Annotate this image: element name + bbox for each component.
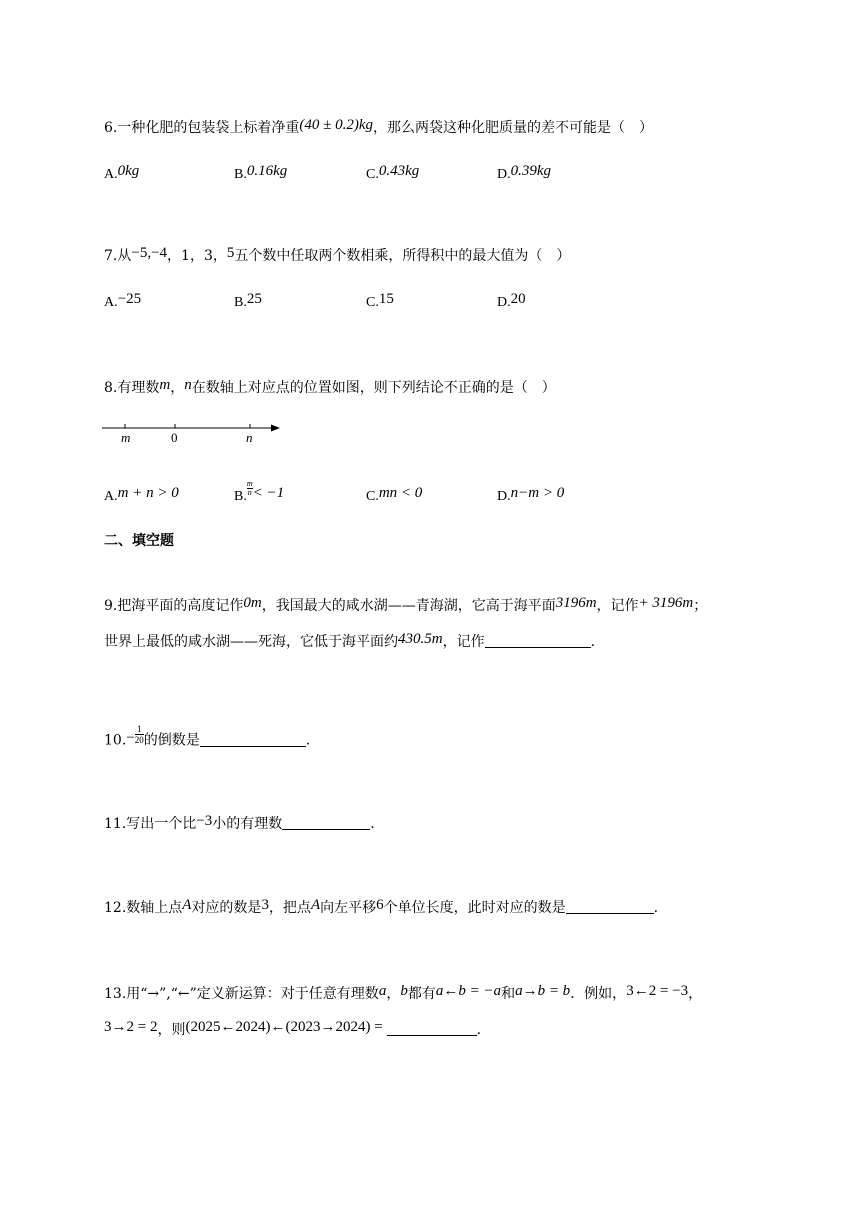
question-7-stem: 7.从−5,−4，1，3，5五个数中任取两个数相乘，所得积中的最大值为（ ） [104, 245, 571, 264]
q8-option-b-fraction: $\frac{m}{n}$ [246, 478, 253, 497]
question-11: 11.写出一个比−3小的有理数 . [104, 813, 375, 832]
q7-option-a[interactable]: A.−25 [104, 291, 142, 310]
question-6-stem [104, 118, 653, 138]
q6-math: (40 ± 0.2)kg [299, 117, 373, 133]
arrow-right-icon [271, 425, 280, 432]
q6-option-b[interactable]: B.0.16kg [234, 163, 288, 182]
q7-option-b[interactable]: B.25 [234, 291, 262, 310]
question-10: 10.− $\frac{1}{20}$ 的倒数是 . [104, 724, 311, 749]
q6-text-suffix: ，那么两袋这种化肥质量的差不可能是（ ） [373, 120, 653, 136]
axis-label-n: n [246, 430, 253, 445]
q10-answer-blank[interactable] [200, 732, 306, 747]
q8-option-a[interactable]: A.m + n > 0 [104, 485, 179, 504]
question-13-line-2: 3→2 = 2，则(2025←2024)←(2023→2024) = . [104, 1019, 482, 1038]
question-9-line-2: 世界上最低的咸水湖——死海，它低于海平面约430.5m，记作 . [104, 631, 596, 650]
question-12: 12.数轴上点A对应的数是3，把点A向左平移6个单位长度，此时对应的数是 . [104, 897, 659, 916]
q9-answer-blank[interactable] [485, 633, 591, 648]
q8-option-d[interactable]: D.n−m > 0 [497, 485, 565, 504]
section-heading-fill-in: 二、填空题 [104, 533, 174, 549]
axis-label-m: m [121, 430, 131, 445]
question-13-line-1: 13.用“→”,“←”定义新运算：对于任意有理数a，b都有a←b = −a和a→b = b．例如，3←2 = −3， [104, 983, 703, 1002]
q7-math-numbers: −5,−4 [131, 245, 168, 261]
question-9-line-1: 9.把海平面的高度记作0m，我国最大的咸水湖——青海湖，它高于海平面3196m，记作+ 3196m； [104, 595, 708, 614]
axis-label-zero: 0 [171, 430, 178, 445]
q8-option-b[interactable]: B. $\frac{m}{n}$ < −1 [234, 478, 285, 504]
q13-answer-blank[interactable] [387, 1021, 477, 1036]
q7-option-d[interactable]: D.20 [497, 291, 526, 310]
q6-option-c[interactable]: C.0.43kg [366, 163, 420, 182]
q8-option-c[interactable]: C.mn < 0 [366, 485, 423, 504]
q6-option-d[interactable]: D.0.39kg [497, 163, 552, 182]
q11-answer-blank[interactable] [282, 815, 370, 830]
q10-fraction: $\frac{1}{20}$ [134, 724, 144, 745]
question-8-stem: 8.有理数m，n在数轴上对应点的位置如图，则下列结论不正确的是（ ） [104, 377, 556, 396]
q6-option-a[interactable]: A.0kg [104, 163, 140, 182]
q7-option-c[interactable]: C.15 [366, 291, 394, 310]
q6-text-prefix: 6.一种化肥的包装袋上标着净重 [104, 120, 300, 136]
q12-answer-blank[interactable] [566, 899, 654, 914]
number-line-figure [100, 418, 290, 448]
